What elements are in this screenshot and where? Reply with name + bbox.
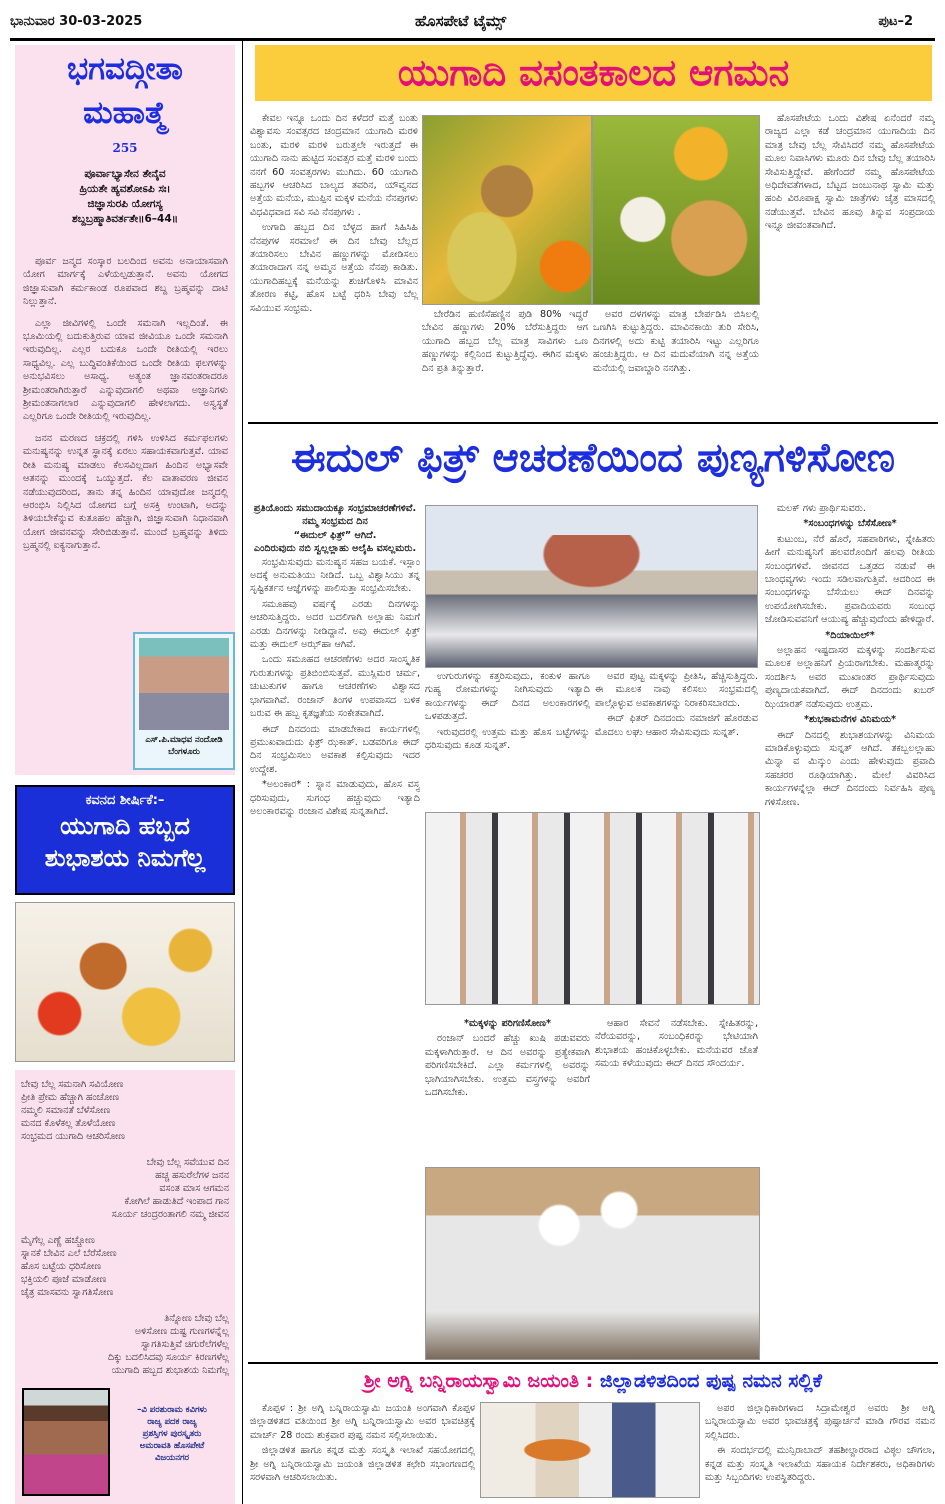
paragraph: ಜಿಲ್ಲಾಡಳಿತ ಹಾಗೂ ಕನ್ನಡ ಮತ್ತು ಸಂಸ್ಕೃತಿ ಇಲಾಖೆ ಸಹಯೋಗದಲ್ಲಿ ಶ್ರೀ ಅಗ್ನಿ ಬನ್ನಿರಾಯಸ್ವಾಮಿ ಜಯಂತಿ ಜಿಲ್ಲಾಡಳಿತ ಕಛೇರಿ ಸಭಾಂಗಣದಲ್ಲಿ ಸರಳವಾಗಿ ಆಚರಿಸಲಾಯಿತು. [250,1445,475,1484]
paragraph: ಬೇರೆಡಿನ ಹುಣಿಸೆಹಣ್ಣಿನ ಪುಡಿ 80% ಇದ್ದರೆ ಬೇವಿನ ಹಣ್ಣುಗಳು 20% ಬೆರೆಸುತ್ತಿದ್ದರು ಆಗ ಯುಗಾದಿ ಹಬ್ಬದ ಬೆಲ್ಲ ಮಾತ್ರ ಸಾವಿಗಳು ಒಣ ಹಣ್ಣುಗಳನ್ನು ಕಲ್ಲಿನಿಂದ ಕುಟ್ಟುತ್ತಿದ್ದೆವು. ಈಗಿನ ಮಕ್ಕಳು ದಿನ ಪ್ರತಿ ತಿನ್ನುತ್ತಾರೆ. [422,309,588,374]
yugadi-food-image [15,902,235,1062]
column-divider [242,38,243,1504]
yugadi-column-1 [250,112,418,417]
gita-title-line1: ಭಗವದ್ಗೀತಾ [67,51,183,87]
newspaper-name: ಹೊಸಪೇಟೆ ಟೈಮ್ಸ್ [415,12,507,30]
eid-column-1 [250,502,420,1360]
verse-line: ಪೂರ್ವಾಭ್ಯಾಸೇನ ತೇನೈವ [84,168,166,180]
poem-stanza [21,1078,229,1143]
poem-title-box [15,785,235,895]
section-rule [248,1362,938,1364]
intro-line: ಪ್ರತಿಯೊಂದು ಸಮುದಾಯಕ್ಕೂ ಸಂಭ್ರಮಾಚರಣೆಗಳಿವೆ. ನಮ್ಮ ಸಂಭ್ರಮದ ದಿನ [253,503,417,528]
eid-middle-column-1 [425,670,590,810]
yugadi-column-3 [593,308,759,416]
intro-line: “ಈದುಲ್ ಫಿತ್ರ್” ಆಗಿದೆ. [293,529,377,541]
agni-column-right [705,1402,935,1500]
paragraph: ಅವರ ಪುಟ್ಟ ಮಕ್ಕಳನ್ನು ಪ್ರೀತಿಸಿ, ಹೆಚ್ಚಿಸುತ್ತಿದ್ದರು. ಈ ಮೂಲಕ ನಾವು ಕಲಿಸಲು ಸಂಭ್ರಮದಲ್ಲಿ ಪಾಲ್ಗೊಳ್ಳುವ ಅವಕಾಶಗಳನ್ನು ನಿರಾಕರಿಸಬಾರದು. [595,671,758,709]
poet-credit-line: ರಾಜ್ಯ ಪದಕ ರಾಜ್ಯ [147,1417,197,1427]
verse-line: ಜಿಜ್ಞಾಸುರಪಿ ಯೋಗಸ್ಯ [87,198,163,210]
poet-credit-line: ವಿಜಯನಗರ [154,1453,190,1463]
poem-line: ಸಂಭ್ರಮದ ಯುಗಾದಿ ಆಚರಿಸೋಣ [21,1131,125,1142]
yugadi-bevu-bella-image [422,115,592,305]
gita-title-line2: ಮಹಾತ್ಮೆ [83,95,167,131]
agni-column-left [250,1402,475,1500]
agni-headline [248,1366,938,1396]
eid-middle-column-2 [595,670,758,810]
paragraph: ಇರುವುದರಲ್ಲಿ ಉತ್ತಮ ಮತ್ತು ಹೊಸ ಬಟ್ಟೆಗಳನ್ನು ಧರಿಸುವುದು ಕೂಡ ಸುನ್ನತ್. [425,726,590,752]
subheading: *ಶುಭಕಾಮನೆಗಳ ವಿನಿಮಯ* [803,714,897,726]
poet-credit [112,1404,232,1464]
paragraph: ಉಗುರುಗಳನ್ನು ಕತ್ತರಿಸುವುದು, ಕಂಕುಳ ಹಾಗೂ ಗುಹ್ಯ ರೋಮಗಳನ್ನು ನೀಗಿಸುವುದು ಇತ್ಯಾದಿ ಕಾರ್ಯಗಳನ್ನು ಈದ್ ದಿನದ ಅಲಂಕಾರಗಳಲ್ಲಿ ಒಳಪಡುತ್ತದೆ. [425,671,590,723]
poem-line: ದಿಕ್ಕು ಬದಲಿಸಿದವು ಸೂರ್ಯ ಕಿರಣಗಳೆಲ್ಲ [107,1352,229,1363]
poem-line: ಸ್ನಾನಕೆ ಬೇವಿನ ಎಲೆ ಬೆರೆಸೋಣ [21,1248,117,1259]
poem-stanza [21,1234,229,1299]
eid-greeting-image [425,1167,760,1360]
masthead-rule [10,38,935,41]
author-photo-box [133,632,235,770]
poem-title-line2: ಶುಭಾಶಯ ನಿಮಗೆಲ್ಲ [44,844,206,872]
gita-verse [15,167,235,227]
eid-intro [250,502,420,556]
agni-headline-part1: ಶ್ರೀ ಅಗ್ನಿ ಬನ್ನಿರಾಯಸ್ವಾಮಿ ಜಯಂತಿ : [363,1370,594,1392]
paragraph: ಈದ್ ದಿನದಲ್ಲಿ ಶುಭಾಶಯಗಳನ್ನು ವಿನಿಮಯ ಮಾಡಿಕೊಳ್ಳುವುದು ಸುನ್ನತ್ ಆಗಿದೆ. ತಕಬ್ಬಲಲ್ಲಾಹು ಮಿನ್ನಾ ವ ಮಿನ್ಕುಂ ಎಂದು ಹೇಳುವುದು ಪ್ರವಾದಿ ಸಹಚರರ ರೂಢಿಯಾಗಿತ್ತು. ಮೇಲೆ ವಿವರಿಸಿದ ಕಾರ್ಯಗಳನ್ನೆಲ್ಲಾ ಈದ್ ದಿನದಂದು ನಿರ್ವಹಿಸಿ ಪುಣ್ಯ ಗಳಿಸೋಣ. [765,729,935,808]
verse-line: ಹ್ರಿಯತೇ ಹ್ಯವಶೋಽಪಿ ಸಃ। [79,183,171,195]
poet-photo [22,1388,110,1496]
poem-stanza [21,1312,229,1377]
eid-column-4 [765,502,935,1360]
poem-kicker: ಕವನದ ಶೀರ್ಷಿಕೆ:– [85,793,165,808]
poem-line: ಹಚ್ಚ ಹಸುರೆಲೆಗಳ ಜನನ [155,1170,229,1181]
poem-line: ಭಕ್ತಿಯಲಿ ಪೂಜೆ ಮಾಡೋಣ [21,1274,107,1285]
paragraph: ಒಂದು ಸಮೂಹದ ಆಚರಣೆಗಳು ಅದರ ಸಾಂಸ್ಕೃತಿಕ ಗುರುತುಗಳನ್ನು ಪ್ರತಿಬಿಂಬಿಸುತ್ತವೆ. ಮುಸ್ಲಿಮರ ಚರ್ಮ, ಚುಟುಕುಗಳ ಹಾಗೂ ಆಚರಣೆಗಳು ವಿಶ್ವಾಸದ ಭಾಗವಾಗಿವೆ. ರಂಜಾನ್ ತಿಂಗಳ ಉಪವಾಸದ ಬಳಿಕ ಬರುವ ಈ ಹಬ್ಬ ಕೃತಜ್ಞತೆಯ ಸಂಕೇತವಾಗಿದೆ. [250,654,420,720]
paragraph: ಸಂಭ್ರಮಿಸುವುದು ಮನುಷ್ಯನ ಸಹಜ ಬಯಕೆ. ಇಸ್ಲಾಂ ಅದಕ್ಕೆ ಅನುಮತಿಯು ನೀಡಿದೆ. ಒಬ್ಬ ವಿಶ್ವಾಸಿಯು ತನ್ನ ಸೃಷ್ಟಿಕರ್ತನ ಆಜ್ಞೆಗಳನ್ನು ಪಾಲಿಸುತ್ತಾ ಸಂಭ್ರಮಿಸಬೇಕು. [250,556,420,595]
subheading: *ಸಂಬಂಧಗಳನ್ನು ಬೆಸೆಸೋಣ* [803,518,897,530]
poem-title-line1: ಯುಗಾದಿ ಹಬ್ಬದ [60,812,190,840]
page-number: ಪುಟ–2 [878,14,913,29]
paragraph: ಎಲ್ಲಾ ಜೀವಿಗಳಲ್ಲಿ ಒಂದೇ ಸಮನಾಗಿ ಇಲ್ಲದಿಂತೆ. ಈ ಭೂಮಿಯಲ್ಲಿ ಬದುಕುತ್ತಿರುವ ಯಾವ ಜೀವಿಯೂ ಒಂದೇ ಸಮನಾಗಿ ಇರುವುದಿಲ್ಲ. ಎಲ್ಲರ ಬದುಕೂ ಒಂದೇ ರೀತಿಯಲ್ಲಿ ಇರಲು ಸಾಧ್ಯವಿಲ್ಲ. ಎಲ್ಲ ಬುದ್ಧಿವಂತಿಕೆಯಿಂದ ಒಂದೇ ರೀತಿಯ ಫಲಗಳನ್ನು ಅನುಭವಿಸಲು ಅಸಾಧ್ಯ. ಅತ್ಯಂತ ಜ್ಞಾನವಂತರಾದರೂ ಶ್ರೀಮಂತರಾಗಿರುತ್ತಾರೆ ಎನ್ನುವುದಾಗಲಿ ಅಥವಾ ಅಜ್ಞಾನಿಗಳು ಶ್ರೀಮಂತನಾಗಲಾರ ಎನ್ನುವುದಾಗಲಿ ಹೇಳಲಾಗದು. ಅಸ್ವಸ್ಥತೆ ಎಲ್ಲರಿಗೂ ಒಂದೇ ರೀತಿಯಲ್ಲಿ ಇರುವುದಿಲ್ಲ. [23,317,228,423]
subheading: *ಮಕ್ಕಳನ್ನು ಪರಿಗಣಿಸೋಣ* [464,1018,551,1029]
paragraph: ಈದ್ ದಿನದಂದು ಮಾಡಬೇಕಾದ ಕಾರ್ಯಗಳಲ್ಲಿ ಪ್ರಮುಖವಾದುದು ಫಿತ್ರ್ ಝಕಾತ್. ಬಡವರಿಗೂ ಈದ್ ದಿನ ಸಂಭ್ರಮಿಸಲು ಅವಕಾಶ ಕಲ್ಪಿಸುವುದು ಇದರ ಉದ್ದೇಶ. [250,723,420,775]
poet-name: –ವಿ ಪರಶುರಾಮ ಕವಿಗಳು [137,1405,207,1415]
author-photo [139,638,229,730]
paragraph: ಪೂರ್ವ ಜನ್ಮದ ಸಂಸ್ಕಾರ ಬಲದಿಂದ ಅವನು ಅನಾಯಾಸವಾಗಿ ಯೋಗ ಮಾರ್ಗಕ್ಕೆ ಎಳೆಯಲ್ಪಡುತ್ತಾನೆ. ಅವನು ಯೋಗದ ಜಿಜ್ಞಾಸುವಾಗಿ ಕರ್ಮಕಾಂಡ ರೂಪವಾದ ಶಬ್ದ ಬ್ರಹ್ಮವನ್ನು ದಾಟಿ ನಿಲ್ಲುತ್ತಾನೆ. [23,256,228,308]
paragraph: ಅಪರ ಜಿಲ್ಲಾಧಿಕಾರಿಗಳಾದ ಸಿದ್ರಾಮೇಶ್ವರ ಅವರು ಶ್ರೀ ಅಗ್ನಿ ಬನ್ನಿರಾಯಸ್ವಾಮಿ ಅವರ ಭಾವಚಿತ್ರಕ್ಕೆ ಪುಷ್ಪಾರ್ಚನೆ ಮಾಡಿ ಗೌರವ ನಮನ ಸಲ್ಲಿಸಿದರು. [705,1403,935,1441]
poet-credit-line: ಪ್ರಶಸ್ತಿಗಳ ಪುರಸ್ಕೃತರು [142,1429,202,1439]
poem-line: ಯುಗಾದಿ ಹಬ್ಬದ ಶುಭಾಶಯ ನಿಮಗೆಲ್ಲ [111,1365,229,1376]
poem-line: ಅಳಿಸೋಣ ದುಷ್ಟ ಗುಣಗಳನ್ನೆಲ್ಲ [134,1326,229,1337]
poem-line: ಚೈತ್ರ ಮಾಸವನು ಸ್ವಾಗತಿಸೋಣ [21,1287,114,1298]
paragraph: ಈದ್ ಫಿತರ್ ದಿನದಂದು ನಮಾಜಿಗೆ ಹೊರಡುವ ಮೊದಲು ಲಘು ಆಹಾರ ಸೇವಿಸುವುದು ಸುನ್ನತ್. [595,713,758,738]
agni-headline-part2: ಜಿಲ್ಲಾಡಳಿತದಿಂದ ಪುಷ್ಪ ನಮನ ಸಲ್ಲಿಕೆ [599,1370,823,1392]
verse-line: ಶಬ್ದಬ್ರಹ್ಮಾತಿವರ್ತತೇ॥6–44॥ [71,213,179,225]
paragraph: ಮಲಕ್ ಗಳು ಪ್ರಾರ್ಥಿಸುವರು. [777,503,866,514]
poem-line: ಸ್ವಾಗತಿಸುತ್ತಿವೆ ಚಿಗುರೆಲೆಗಳೆಲ್ಲ [141,1339,229,1350]
gita-number: 255 [112,141,138,155]
subheading: *ದಿಯಾಯಿಲ್* [825,629,875,641]
poem-line: ಮೈಗೆಲ್ಲ ಎಣ್ಣೆ ಹಚ್ಚೋಣ [21,1235,95,1246]
poem-stanza [21,1156,229,1221]
poem-line: ಕೋಗಿಲೆ ಹಾಡುತಿದೆ ಇಂಪಾದ ಗಾನ [124,1196,229,1207]
paragraph: ಜನನ ಮರಣದ ಚಕ್ರದಲ್ಲಿ ಗಳಿಸಿ ಉಳಿಸಿದ ಕರ್ಮಫಲಗಳು ಮನುಷ್ಯನನ್ನು ಉನ್ನತ ಸ್ಥಾನಕ್ಕೆ ಏರಲು ಸಹಾಯಕವಾಗುತ್ತವೆ. ಯಾವ ರೀತಿ ಮನುಷ್ಯ ಮಾಡಲು ಕೆಲಸವಿಲ್ಲದಾಗ ಹಿಂದಿನ ಅಭ್ಯಾಸವೇ ಆತನನ್ನು ಮುಂದಕ್ಕೆ ಒಯ್ಯುತ್ತದೆ. ಕೆಲ ವಾತಾವರಣ ಜೀವನ ನಡೆಯುವುದರಿಂದ, ತಾನು ತನ್ನ ಹಿಂದಿನ ಯಾವುದೋ ಜನ್ಮದಲ್ಲಿ ಆರಂಭಿಸಿ ನಿಲ್ಲಿಸಿದ ಯೋಗದ ಬಗ್ಗೆ ಅಸಕ್ತಿ ಉಂಟಾಗಿ, ಅದನ್ನು ತಿಳಿಯಬೇಕೆನ್ನುವ ಕುತೂಹಲ ಹೆಚ್ಚಾಗಿ, ಜಿಜ್ಞಾಸುವಾಗಿ ನಿಧಾನವಾಗಿ ಯೋಗ ಜೀವನವನ್ನು ಸೇರಿಬಿಡುತ್ತಾನೆ. ಮುಂದೆ ಬ್ರಹ್ಮವನ್ನು ತಿಳಿದು ಬ್ರಹ್ಮನಲ್ಲಿ ಐಕ್ಯನಾಗುತ್ತಾನೆ. [23,432,228,552]
paragraph: ರಂಜಾನ್ ಬಂದರೆ ಹೆಚ್ಚು ಖುಷಿ ಪಡುವವರು ಮಕ್ಕಳಾಗಿರುತ್ತಾರೆ. ಆ ದಿನ ಅವರನ್ನು ಪ್ರತ್ಯೇಕವಾಗಿ ಪರಿಗಣಿಸಬೇಕಿದೆ. ಎಲ್ಲಾ ಕರ್ಮಗಳಲ್ಲಿ ಅವರನ್ನು ಭಾಗಿಯಾಗಿಸಬೇಕು. ಉತ್ತಮ ವಸ್ತ್ರಗಳನ್ನು ಅವರಿಗೆ ಒದಗಿಸಬೇಕು. [425,1033,590,1099]
poem-line: ಸೂರ್ಯ ಚಂದ್ರರಂತಾಗಲಿ ನಮ್ಮ ಜೀವನ [111,1209,229,1220]
poem-line: ವಸಂತ ಮಾಸ ಆಗಮನ [159,1183,229,1194]
poem-line: ನಮ್ಮಲಿ ಸಮಾನತೆ ಬೆಳೆಸೋಣ [21,1105,111,1116]
paragraph: ಅಲ್ಲಾಹನ ಇಷ್ಟದಾಸರ ಮಕ್ಕಳನ್ನು ಸಂದರ್ಶಿಸುವ ಮೂಲಕ ಅಲ್ಲಾಹನಿಗೆ ಪ್ರಿಯರಾಗಬೇಕು. ಮಹಾತ್ಮರನ್ನು ಸಂದರ್ಶಿಸಿ ಅವರ ಮುಖಾಂತರ ಪ್ರಾರ್ಥಿಸುವುದು ಪುಣ್ಯದಾಯಕವಾಗಿದೆ. ಈದ್ ದಿನದಂದು ಖಬರ್ ಝಿಯಾರತ್ ನಡೆಸುವುದು ಉತ್ತಮ. [765,645,935,710]
paragraph: ಕೊಪ್ಪಳ : ಶ್ರೀ ಅಗ್ನಿ ಬನ್ನಿರಾಯಸ್ವಾಮಿ ಜಯಂತಿ ಅಂಗವಾಗಿ ಕೊಪ್ಪಳ ಜಿಲ್ಲಾಡಳಿತದ ವತಿಯಿಂದ ಶ್ರೀ ಅಗ್ನಿ ಬನ್ನಿರಾಯಸ್ವಾಮಿ ಅವರ ಭಾವಚಿತ್ರಕ್ಕೆ ಮಾರ್ಚ್ 28 ರಂದು ಶುಕ್ರವಾರ ಪುಷ್ಪ ನಮನ ಸಲ್ಲಿಸಲಾಯಿತು. [250,1403,475,1441]
paragraph: ಈ ಸಂದರ್ಭದಲ್ಲಿ ಮುನ್ಸಿರಾಬಾದ್ ತಹಶೀಲ್ದಾರರಾದ ವಿಠ್ಠಲ ಚೌಗಲಾ, ಕನ್ನಡ ಮತ್ತು ಸಂಸ್ಕೃತಿ ಇಲಾಖೆಯ ಸಹಾಯಕ ನಿರ್ದೇಶಕರು, ಅಧಿಕಾರಿಗಳು ಮತ್ತು ಸಿಬ್ಬಂದಿಗಳು ಉಪಸ್ಥಿತರಿದ್ದರು. [705,1445,935,1484]
issue-date: ಭಾನುವಾರ 30-03-2025 [10,14,143,29]
section-rule [248,422,938,424]
poem-line: ಪ್ರೀತಿ ಪ್ರೇಮ ಹೆಚ್ಚಾಗಿ ಹಂಚೋಣ [21,1092,120,1103]
paragraph: ಸಮೂಹವು ವರ್ಷಕ್ಕೆ ಎರಡು ದಿನಗಳನ್ನು ಆಚರಿಸುತ್ತಿದ್ದರು. ಅದರ ಬದಲಿಗಾಗಿ ಅಲ್ಲಾಹು ನಿಮಗೆ ಎರಡು ದಿನಗಳನ್ನು ನೀಡಿದ್ದಾನೆ. ಅವು ಈದುಲ್ ಫಿತ್ರ್ ಮತ್ತು ಈದುಲ್ ಅಝ್‌ಹಾ ಆಗಿವೆ. [250,598,420,651]
paragraph: ಕೇವಲ ಇನ್ನೂ ಒಂದು ದಿನ ಕಳೆದರೆ ಮತ್ತೆ ಬಂತು ವಿಶ್ವಾವಸು ಸಂವತ್ಸರದ ಚಂದ್ರಮಾನ ಯುಗಾದಿ ಮರಳಿ ಬಂತು, ಮರಳಿ ಮರಳಿ ಬರುತ್ತಲೇ ಇರುತ್ತದೆ ಈ ಯುಗಾದಿ ನಾನು ಹುಟ್ಟಿದ ಸಂವತ್ಸರ ಮತ್ತೆ ಮರಳಿ ಬಂದು ನನಗೆ 60 ಸಂವತ್ಸರಗಳು ಮುಗಿದು. 60 ಯುಗಾದಿ ಹಬ್ಬಗಳ ಆಚರಿಸಿದ ಬಾಲ್ಯದ ತವರಿನ, ಯೌವ್ವನದ ಅತ್ತೆಯ ಮನೆಯ, ಮುಪ್ಪಿನ ಮಕ್ಕಳ ಮನೆಯ ನೆನಪುಗಳು ವಿಧವಿಧವಾದ ಸವಿ ಸವಿ ನೆನಪುಗಳು . [250,113,418,218]
poem-line: ಬೇವು ಬೆಲ್ಲ ಸಮನಾಗಿ ಸವಿಯೋಣ [21,1079,124,1090]
paragraph: ಉಗಾದಿ ಹಬ್ಬದ ದಿನ ಬೆಳ್ಳದ ಹಾಗೆ ಸಿಹಿಸಿಹಿ ನೆನಪುಗಳ ಸರಮಾಲೆ ಈ ದಿನ ಬೇವು ಬೆಲ್ಲದ ತಯಾರಿಸಲು ಬೇವಿನ ಹಣ್ಣುಗಳನ್ನು ಮೋಡಿಸಲು ತಯಾರಾದಾಗ ನನ್ನ ಅಮ್ಮನ ಅತ್ತೆಯ ನೆನಪು ಕಾಡಿತು. ಯುಗಾದಿಹಬ್ಬಕ್ಕೆ ಮನೆಯನ್ನು ಶುಚಿಗೊಳಿಸಿ ಮಾವಿನ ತೋರಣ ಕಟ್ಟಿ, ಹೊಸ ಬಟ್ಟೆ ಧರಿಸಿ ಬೇವು ಬೆಲ್ಲ ಸವಿಯುವ ಸಂಭ್ರಮ. [250,222,418,314]
gita-title [15,47,235,135]
poem-line: ಮನದ ಕೊಳೆಕಲ್ಲ ತೊಳೆಯೋಣ [21,1118,116,1129]
eid-middle-column-4 [595,1017,758,1165]
yugadi-column-4 [765,112,935,417]
jama-masjid-crowd-image [425,505,758,668]
paragraph: ಆಹಾರ ಸೇವನೆ ನಡೆಸಬೇಕು. ಸ್ನೇಹಿತರನ್ನು, ನೆರೆಯವರನ್ನು, ಸಂಬಂಧಿಕರನ್ನು ಭೇಟಿಯಾಗಿ ಶುಭಾಶಯ ಹಂಚಿಕೊಳ್ಳಬೇಕು. ಮನೆಯವರ ಜೊತೆ ಸಮಯ ಕಳೆಯುವುದು ಈದ್ ದಿನದ ಸೌಂದರ್ಯ. [595,1018,758,1070]
yugadi-headline: ಯುಗಾದಿ ವಸಂತಕಾಲದ ಆಗಮನ [255,45,932,101]
poem-line: ಹೊಸ ಬಟ್ಟೆಯ ಧರಿಸೋಣ [21,1261,102,1272]
paragraph: ಹೊಸಪೇಟೆಯ ಒಂದು ವಿಶೇಷ ಏನೆಂದರೆ ನಮ್ಮ ರಾಜ್ಯದ ಎಲ್ಲಾ ಕಡೆ ಚಂದ್ರಮಾನ ಯುಗಾದಿಯ ದಿನ ಮಾತ್ರ ಬೇವು ಬೆಲ್ಲ ಸೇವಿಸಿದರೆ ನಮ್ಮ ಹೊಸಪೇಟೆಯ ಮೂಲ ನಿವಾಸಿಗಳು ಮೂರು ದಿನ ಬೇವು ಬೆಲ್ಲ ತಯಾರಿಸಿ ಸೇವಿಸುತ್ತಿದ್ದೇವೆ. ಹೇಗೆಂದರೆ ನಮ್ಮ ಹೊಸಪೇಟೆಯ ಅಧಿದೇವತೆಗಳಾದ, ಬೆಟ್ಟದ ಜಂಬುನಾಥ ಸ್ವಾಮಿ ಮತ್ತು ಹಂಪಿ ವಿರೂಪಾಕ್ಷ ಸ್ವಾಮಿ ಜಾತ್ರೆಗಳು ಚೈತ್ರ ಮಾಸದಲ್ಲಿ ನಡೆಯುತ್ತವೆ. ಬೇವಿನ ಹೂವು ತಿನ್ನುವ ಸಂಪ್ರದಾಯ ಇನ್ನೂ ಜೀವಂತವಾಗಿದೆ. [765,113,935,232]
author-place: ಬೆಂಗಳೂರು [168,747,200,757]
poet-credit-line: ಅಮರಾವತಿ ಹೊಸಪೇಟೆ [139,1441,205,1451]
agni-tribute-image [480,1402,700,1498]
intro-line: ಎಂದಿರುವುದು ನಬಿ ಸ್ವಲ್ಲಲ್ಲಾಹು ಅಲೈಹಿ ವಸಲ್ಲಮರು. [253,543,417,555]
paragraph: ಅವರ ದಳಗಳನ್ನು ಮಾತ್ರ ಬೇರ್ಪಡಿಸಿ ಬಿಸಿಲಲ್ಲಿ ಒಣಗಿಸಿ ಕುಟ್ಟುತ್ತಿದ್ದರು. ಮಾವಿನಕಾಯಿ ತುರಿ ಸೇರಿಸಿ, ದಿನಗಳಲ್ಲಿ ಅದು ಕುಟ್ಟಿ ತಯಾರಿಸಿ ಇಟ್ಟು ಎಲ್ಲರಿಗೂ ಹಂಚುತ್ತಿದ್ದರು. ಆ ದಿನ ಮದುವೆಯಾಗಿ ನನ್ನ ಅತ್ತೆಯ ಮನೆಯಲ್ಲಿ ಜವಾಬ್ದಾರಿ ನನಗಿತ್ತು. [593,309,759,374]
eid-prayer-image [425,812,760,1005]
paragraph: ಕುಟುಂಬ, ನೆರೆ ಹೊರೆ, ಸಹಪಾಠಿಗಳು, ಸ್ನೇಹಿತರು ಹೀಗೆ ಮನುಷ್ಯನಿಗೆ ಹಲವರೊಂದಿಗೆ ಹಲವು ರೀತಿಯ ಸಂಬಂಧಗಳಿವೆ. ಜೀವನದ ಒತ್ತಡದ ನಡುವೆ ಈ ಬಾಂಧವ್ಯಗಳು ಇಂದು ಸಡಿಲವಾಗುತ್ತಿವೆ. ಆದರಿಂದ ಈ ಸಂಬಂಧಗಳನ್ನು ಬೆಸೆಯಲು ಈದ್ ದಿನವನ್ನು ಉಪಯೋಗಿಸಬೇಕು. ಪ್ರವಾದಿಯವರು ಸಂಬಂಧ ಜೋಡಿಸುವವನಿಗೆ ಆಯುಷ್ಯ ಹೆಚ್ಚುವುದೆಂದು ಹೇಳಿದ್ದಾರೆ. [765,533,935,626]
yugadi-column-2 [422,308,588,416]
poem-line: ಬೇವು ಬೆಲ್ಲ ಸವೆಯುವ ದಿನ [146,1157,229,1168]
yugadi-fruits-image [592,115,760,305]
paragraph: *ಅಲಂಕಾರ* : ಸ್ನಾನ ಮಾಡುವುದು, ಹೊಸ ವಸ್ತ್ರ ಧರಿಸುವುದು, ಸುಗಂಧ ಹಚ್ಚುವುದು ಇತ್ಯಾದಿ ಅಲಂಕಾರವನ್ನು ರಂಜಾನ ವಿಶೇಷ ಸುನ್ನತಾಗಿದೆ. [250,779,420,817]
author-name: ಎಸ್.ಪಿ.ಮಾಧವ ನಂದೋಡಿ [145,735,223,745]
eid-headline: ಈದುಲ್ ಫಿತ್ರ್ ಆಚರಣೆಯಿಂದ ಪುಣ್ಯಗಳಿಸೋಣ [290,435,896,481]
eid-middle-column-3 [425,1017,590,1165]
poem-line: ತಿನ್ನೋಣ ಬೇವು ಬೆಲ್ಲ [164,1313,229,1324]
